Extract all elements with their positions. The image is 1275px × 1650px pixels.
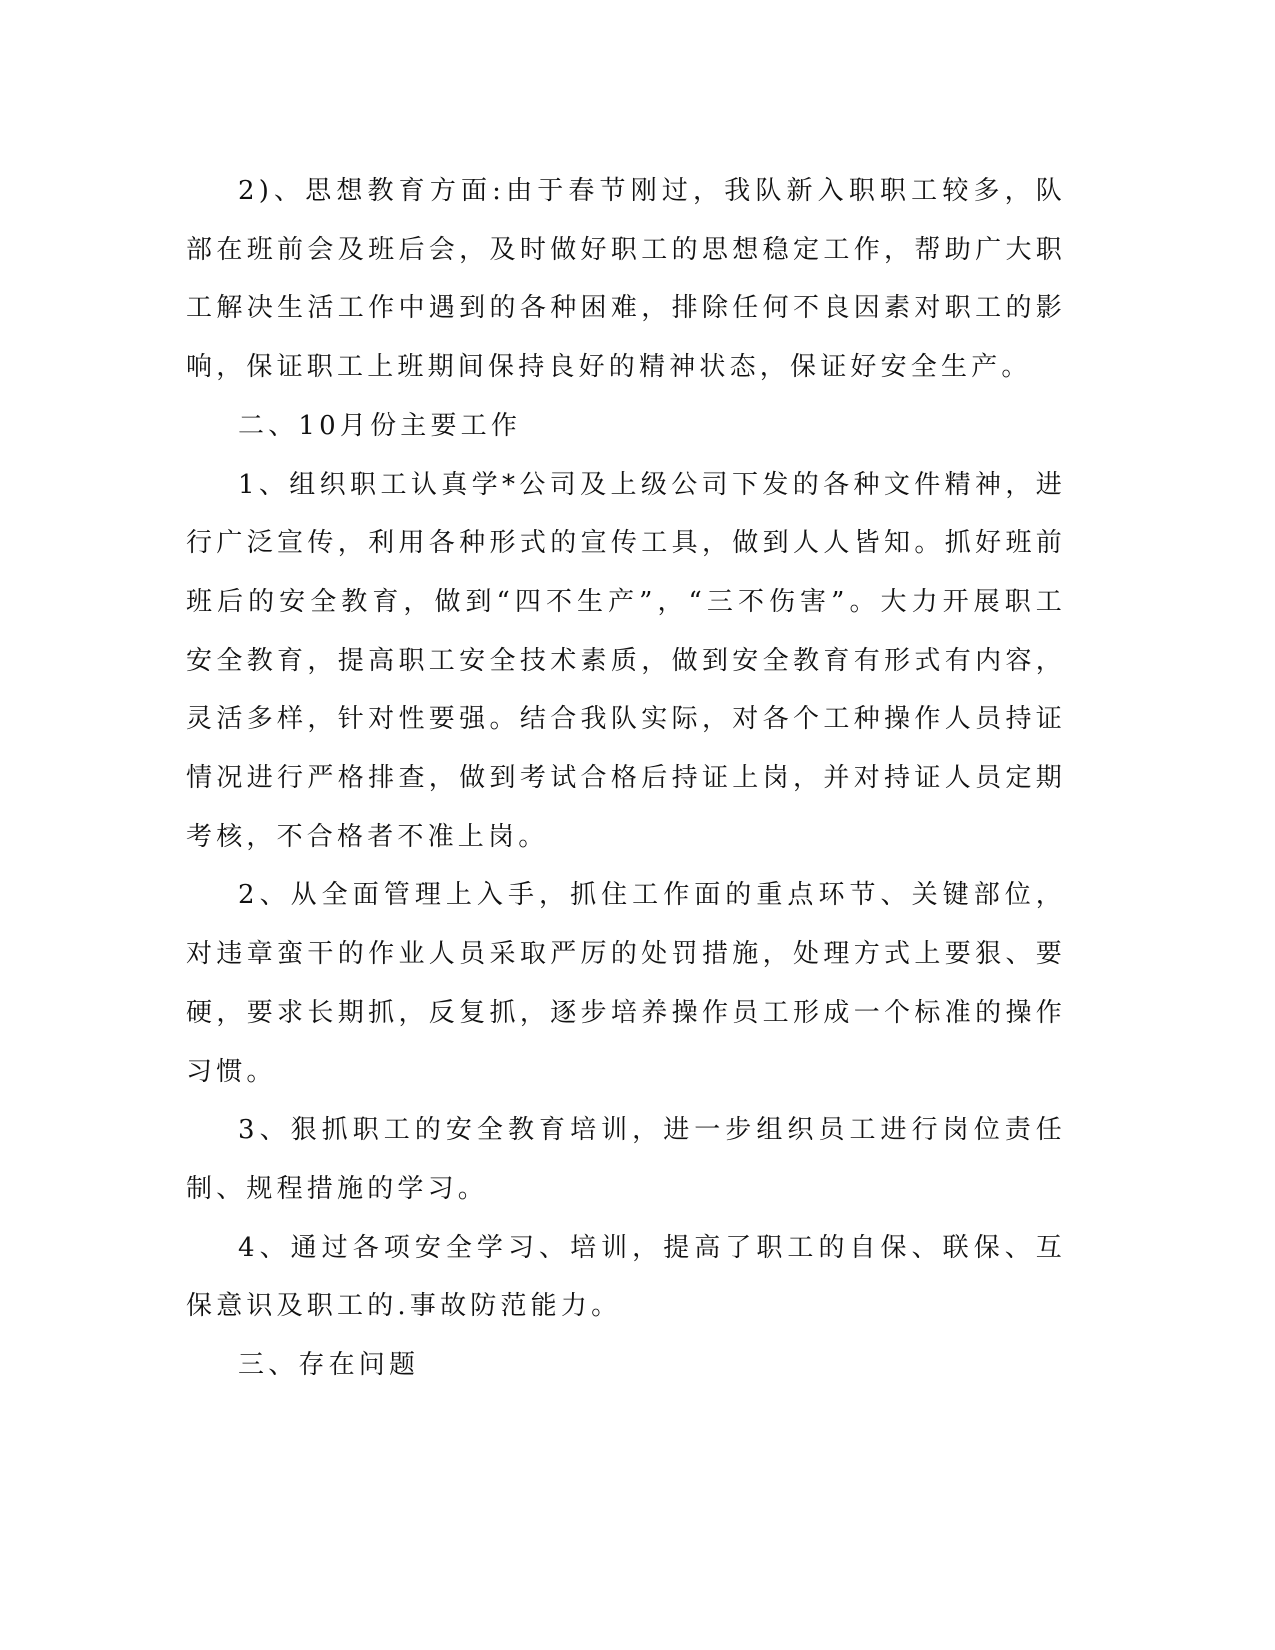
section-heading-existing-problems: 三、存在问题 [238, 1350, 420, 1381]
paragraph-item-3: 3、狠抓职工的安全教育培训，进一步组织员工进行岗位责任制、规程措施的学习。 [186, 1115, 1066, 1204]
paragraph-item-2: 2、从全面管理上入手，抓住工作面的重点环节、关键部位，对违章蛮干的作业人员采取严厉的处罚措施，处理方式上要狠、要硬，要求长期抓，反复抓，逐步培养操作员工形成一个标准的操作习惯。 [186, 880, 1066, 1087]
document-body [186, 162, 1066, 1395]
paragraph-item-1: 1、组织职工认真学*公司及上级公司下发的各种文件精神，进行广泛宣传，利用各种形式的宣传工具，做到人人皆知。抓好班前班后的安全教育，做到“四不生产”，“三不伤害”。大力开展职工安全教育，提高职工安全技术素质，做到安全教育有形式有内容，灵活多样，针对性要强。结合我队实际，对各个工种操作人员持证情况进行严格排查，做到考试合格后持证上岗，并对持证人员定期考核，不合格者不准上岗。 [186, 469, 1066, 852]
paragraph-ideological-education: 2)、思想教育方面:由于春节刚过，我队新入职职工较多，队部在班前会及班后会，及时做好职工的思想稳定工作，帮助广大职工解决生活工作中遇到的各种困难，排除任何不良因素对职工的影响，保证职工上班期间保持良好的精神状态，保证好安全生产。 [186, 176, 1066, 383]
paragraph-item-4: 4、通过各项安全学习、培训，提高了职工的自保、联保、互保意识及职工的.事故防范能力。 [186, 1232, 1066, 1322]
section-heading-october-work: 二、10月份主要工作 [238, 410, 522, 441]
